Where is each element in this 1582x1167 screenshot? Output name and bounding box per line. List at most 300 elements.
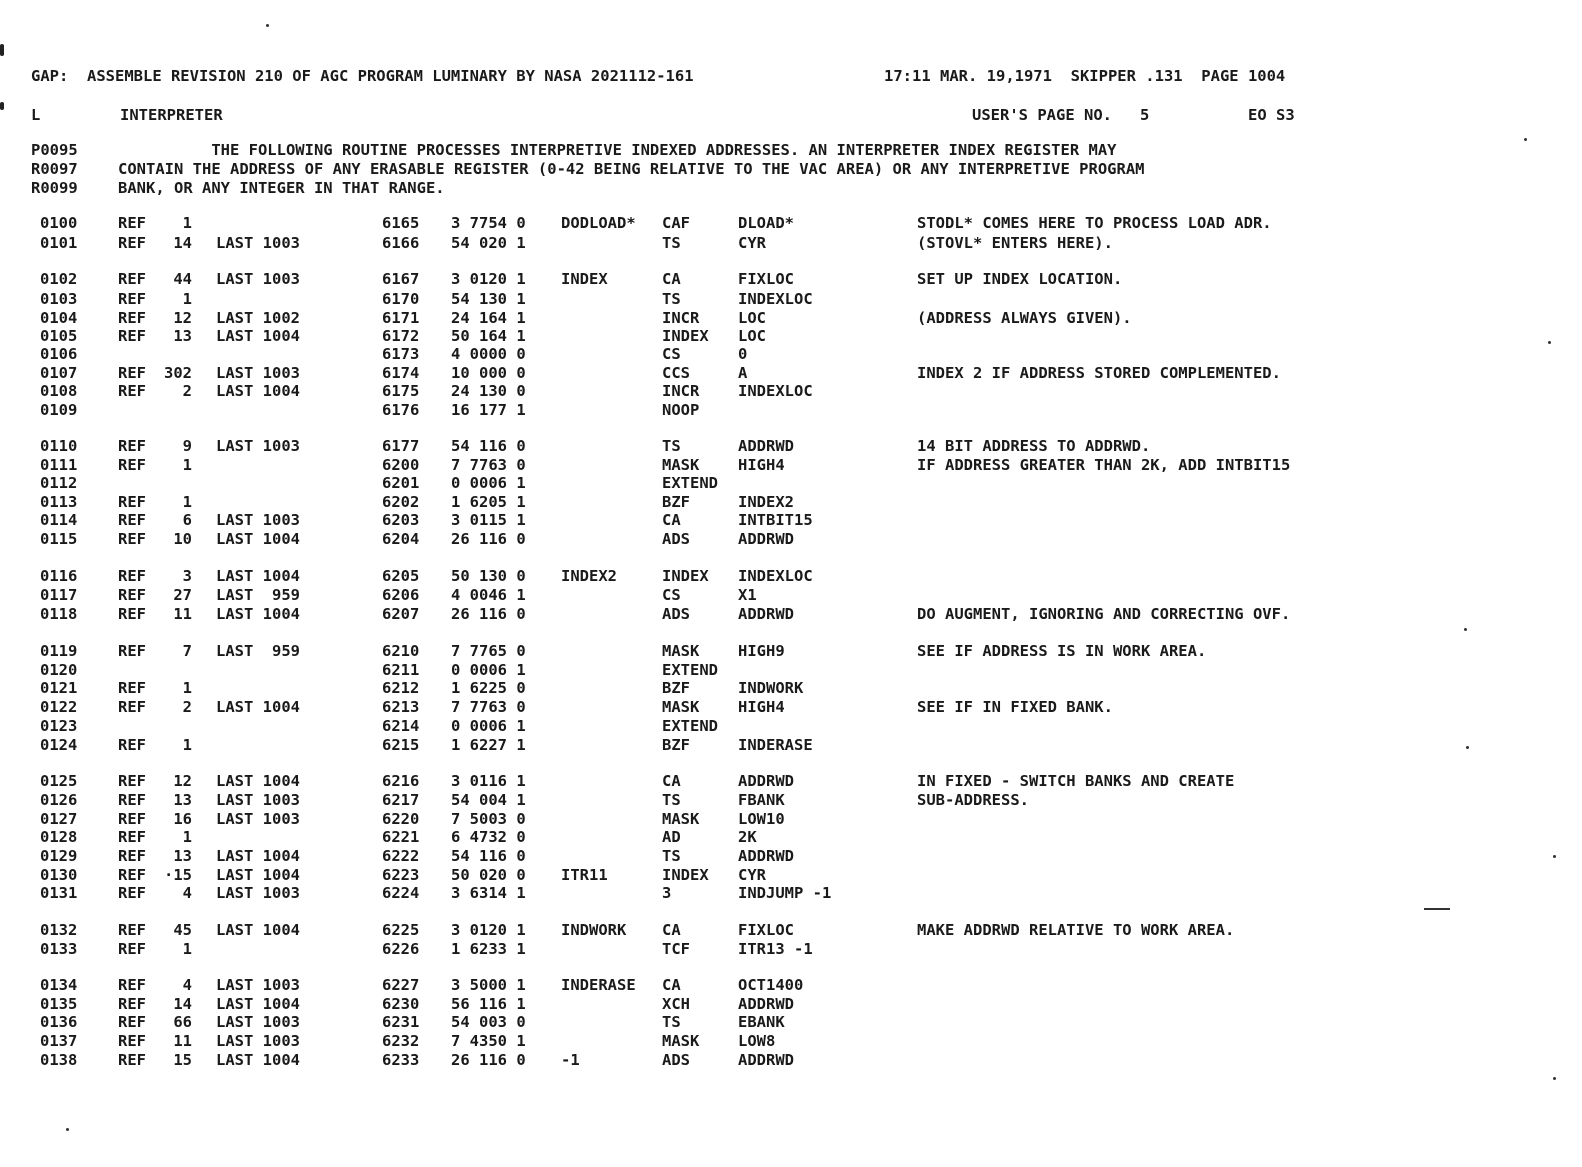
octal-code: 7 5003 0 bbox=[451, 810, 526, 828]
ref-count: 2 bbox=[182, 698, 192, 716]
ref-count: 302 bbox=[164, 364, 192, 382]
operand: CYR bbox=[738, 866, 766, 884]
opcode: EXTEND bbox=[662, 661, 718, 679]
ref-keyword: REF bbox=[118, 605, 146, 623]
opcode: ADS bbox=[662, 605, 690, 623]
location-address: 6170 bbox=[382, 290, 420, 308]
last-reference: LAST 1004 bbox=[216, 605, 300, 623]
scan-speck bbox=[1464, 628, 1467, 631]
last-reference: LAST 1003 bbox=[216, 791, 300, 809]
ref-count: 12 bbox=[173, 309, 192, 327]
line-number: 0111 bbox=[40, 456, 78, 474]
operand: CYR bbox=[738, 234, 766, 252]
ref-count: 1 bbox=[182, 940, 192, 958]
ref-count: 27 bbox=[173, 586, 192, 604]
line-number: 0138 bbox=[40, 1051, 78, 1069]
octal-code: 54 130 1 bbox=[451, 290, 526, 308]
location-address: 6177 bbox=[382, 437, 420, 455]
octal-code: 7 7763 0 bbox=[451, 456, 526, 474]
ref-keyword: REF bbox=[118, 736, 146, 754]
intro-line-id: P0095 bbox=[31, 141, 78, 159]
last-reference: LAST 1004 bbox=[216, 772, 300, 790]
line-number: 0132 bbox=[40, 921, 78, 939]
opcode: MASK bbox=[662, 456, 700, 474]
operand: INDERASE bbox=[738, 736, 813, 754]
listing-flag: L bbox=[31, 106, 41, 124]
opcode: CCS bbox=[662, 364, 690, 382]
ref-keyword: REF bbox=[118, 866, 146, 884]
line-number: 0103 bbox=[40, 290, 78, 308]
octal-code: 50 130 0 bbox=[451, 567, 526, 585]
octal-code: 7 7765 0 bbox=[451, 642, 526, 660]
ref-count: 13 bbox=[173, 327, 192, 345]
ref-count: 1 bbox=[182, 456, 192, 474]
operand: INTBIT15 bbox=[738, 511, 813, 529]
location-address: 6224 bbox=[382, 884, 420, 902]
operand: HIGH4 bbox=[738, 456, 785, 474]
ref-count: 44 bbox=[173, 270, 192, 288]
octal-code: 1 6205 1 bbox=[451, 493, 526, 511]
opcode: BZF bbox=[662, 679, 690, 697]
octal-code: 6 4732 0 bbox=[451, 828, 526, 846]
line-number: 0112 bbox=[40, 474, 78, 492]
octal-code: 26 116 0 bbox=[451, 1051, 526, 1069]
last-reference: LAST 1004 bbox=[216, 567, 300, 585]
ref-count: 11 bbox=[173, 605, 192, 623]
line-number: 0118 bbox=[40, 605, 78, 623]
ref-keyword: REF bbox=[118, 679, 146, 697]
last-reference: LAST 1004 bbox=[216, 995, 300, 1013]
octal-code: 24 130 0 bbox=[451, 382, 526, 400]
ref-keyword: REF bbox=[118, 940, 146, 958]
scan-speck bbox=[1466, 746, 1469, 749]
last-reference: LAST 1004 bbox=[216, 1051, 300, 1069]
opcode: INDEX bbox=[662, 327, 709, 345]
location-address: 6203 bbox=[382, 511, 420, 529]
operand: FBANK bbox=[738, 791, 785, 809]
opcode: BZF bbox=[662, 493, 690, 511]
line-number: 0126 bbox=[40, 791, 78, 809]
symbol-label: INDWORK bbox=[561, 921, 627, 939]
operand: INDEX2 bbox=[738, 493, 794, 511]
line-number: 0136 bbox=[40, 1013, 78, 1031]
section-title: INTERPRETER bbox=[120, 106, 223, 124]
ref-keyword: REF bbox=[118, 214, 146, 232]
octal-code: 4 0046 1 bbox=[451, 586, 526, 604]
last-reference: LAST 1003 bbox=[216, 810, 300, 828]
line-number: 0131 bbox=[40, 884, 78, 902]
operand: ADDRWD bbox=[738, 530, 794, 548]
last-reference: LAST 1003 bbox=[216, 976, 300, 994]
comment: 14 BIT ADDRESS TO ADDRWD. bbox=[917, 437, 1151, 455]
ref-count: ·15 bbox=[164, 866, 192, 884]
ref-count: 1 bbox=[182, 828, 192, 846]
location-address: 6200 bbox=[382, 456, 420, 474]
line-number: 0101 bbox=[40, 234, 78, 252]
comment: IF ADDRESS GREATER THAN 2K, ADD INTBIT15 bbox=[917, 456, 1291, 474]
operand: ADDRWD bbox=[738, 437, 794, 455]
ref-count: 45 bbox=[173, 921, 192, 939]
octal-code: 54 003 0 bbox=[451, 1013, 526, 1031]
last-reference: LAST 1003 bbox=[216, 234, 300, 252]
operand: ADDRWD bbox=[738, 1051, 794, 1069]
ref-keyword: REF bbox=[118, 493, 146, 511]
ref-keyword: REF bbox=[118, 270, 146, 288]
line-number: 0107 bbox=[40, 364, 78, 382]
ref-keyword: REF bbox=[118, 642, 146, 660]
comment: SEE IF ADDRESS IS IN WORK AREA. bbox=[917, 642, 1207, 660]
line-number: 0125 bbox=[40, 772, 78, 790]
ref-count: 14 bbox=[173, 234, 192, 252]
location-address: 6204 bbox=[382, 530, 420, 548]
opcode: 3 bbox=[662, 884, 672, 902]
operand: LOC bbox=[738, 309, 766, 327]
ref-count: 1 bbox=[182, 290, 192, 308]
ref-count: 11 bbox=[173, 1032, 192, 1050]
line-number: 0115 bbox=[40, 530, 78, 548]
opcode: CA bbox=[662, 921, 681, 939]
opcode: CA bbox=[662, 976, 681, 994]
operand: LOC bbox=[738, 327, 766, 345]
opcode: TS bbox=[662, 234, 681, 252]
octal-code: 1 6233 1 bbox=[451, 940, 526, 958]
line-number: 0100 bbox=[40, 214, 78, 232]
last-reference: LAST 1003 bbox=[216, 364, 300, 382]
octal-code: 0 0006 1 bbox=[451, 717, 526, 735]
symbol-label: ITR11 bbox=[561, 866, 608, 884]
octal-code: 4 0000 0 bbox=[451, 345, 526, 363]
last-reference: LAST 959 bbox=[216, 586, 300, 604]
operand: FIXLOC bbox=[738, 921, 794, 939]
last-reference: LAST 1004 bbox=[216, 530, 300, 548]
opcode: ADS bbox=[662, 530, 690, 548]
location-address: 6226 bbox=[382, 940, 420, 958]
last-reference: LAST 1004 bbox=[216, 382, 300, 400]
ref-keyword: REF bbox=[118, 1051, 146, 1069]
last-reference: LAST 1003 bbox=[216, 270, 300, 288]
line-number: 0116 bbox=[40, 567, 78, 585]
opcode: TS bbox=[662, 437, 681, 455]
last-reference: LAST 1003 bbox=[216, 1032, 300, 1050]
symbol-label: INDEX2 bbox=[561, 567, 617, 585]
octal-code: 3 0120 1 bbox=[451, 921, 526, 939]
scan-speck bbox=[1524, 138, 1527, 141]
ref-count: 66 bbox=[173, 1013, 192, 1031]
ref-keyword: REF bbox=[118, 530, 146, 548]
comment: (ADDRESS ALWAYS GIVEN). bbox=[917, 309, 1132, 327]
last-reference: LAST 1004 bbox=[216, 866, 300, 884]
ref-count: 1 bbox=[182, 679, 192, 697]
ref-keyword: REF bbox=[118, 976, 146, 994]
ref-count: 1 bbox=[182, 214, 192, 232]
opcode: MASK bbox=[662, 810, 700, 828]
opcode: TS bbox=[662, 791, 681, 809]
octal-code: 10 000 0 bbox=[451, 364, 526, 382]
operand: ADDRWD bbox=[738, 772, 794, 790]
octal-code: 24 164 1 bbox=[451, 309, 526, 327]
octal-code: 54 004 1 bbox=[451, 791, 526, 809]
ref-keyword: REF bbox=[118, 437, 146, 455]
ref-keyword: REF bbox=[118, 456, 146, 474]
operand: LOW8 bbox=[738, 1032, 776, 1050]
symbol-label: -1 bbox=[561, 1051, 580, 1069]
intro-line-text: BANK, OR ANY INTEGER IN THAT RANGE. bbox=[118, 179, 445, 197]
line-number: 0117 bbox=[40, 586, 78, 604]
octal-code: 7 7763 0 bbox=[451, 698, 526, 716]
location-address: 6205 bbox=[382, 567, 420, 585]
octal-code: 26 116 0 bbox=[451, 530, 526, 548]
ref-keyword: REF bbox=[118, 921, 146, 939]
ref-count: 2 bbox=[182, 382, 192, 400]
octal-code: 54 116 0 bbox=[451, 847, 526, 865]
location-address: 6221 bbox=[382, 828, 420, 846]
operand: 0 bbox=[738, 345, 748, 363]
ref-count: 14 bbox=[173, 995, 192, 1013]
ref-count: 16 bbox=[173, 810, 192, 828]
symbol-label: INDERASE bbox=[561, 976, 636, 994]
ref-keyword: REF bbox=[118, 309, 146, 327]
operand: EBANK bbox=[738, 1013, 785, 1031]
line-number: 0135 bbox=[40, 995, 78, 1013]
octal-code: 7 4350 1 bbox=[451, 1032, 526, 1050]
ref-keyword: REF bbox=[118, 234, 146, 252]
opcode: CA bbox=[662, 772, 681, 790]
ref-keyword: REF bbox=[118, 327, 146, 345]
location-address: 6201 bbox=[382, 474, 420, 492]
scan-edge-mark bbox=[0, 44, 4, 56]
line-number: 0113 bbox=[40, 493, 78, 511]
last-reference: LAST 1004 bbox=[216, 921, 300, 939]
ref-keyword: REF bbox=[118, 847, 146, 865]
opcode: XCH bbox=[662, 995, 690, 1013]
location-address: 6220 bbox=[382, 810, 420, 828]
octal-code: 3 0116 1 bbox=[451, 772, 526, 790]
last-reference: LAST 1004 bbox=[216, 698, 300, 716]
operand: INDEXLOC bbox=[738, 290, 813, 308]
location-address: 6212 bbox=[382, 679, 420, 697]
scan-speck bbox=[266, 24, 269, 27]
header-right: 17:11 MAR. 19,1971 SKIPPER .131 PAGE 1004 bbox=[884, 67, 1286, 85]
ref-keyword: REF bbox=[118, 364, 146, 382]
ref-count: 13 bbox=[173, 791, 192, 809]
octal-code: 3 0120 1 bbox=[451, 270, 526, 288]
location-address: 6211 bbox=[382, 661, 420, 679]
operand: ITR13 -1 bbox=[738, 940, 813, 958]
line-number: 0110 bbox=[40, 437, 78, 455]
operand: INDJUMP -1 bbox=[738, 884, 832, 902]
scan-speck bbox=[1548, 341, 1551, 344]
location-address: 6222 bbox=[382, 847, 420, 865]
opcode: EXTEND bbox=[662, 474, 718, 492]
line-number: 0130 bbox=[40, 866, 78, 884]
location-address: 6176 bbox=[382, 401, 420, 419]
octal-code: 50 164 1 bbox=[451, 327, 526, 345]
opcode: MASK bbox=[662, 698, 700, 716]
comment: DO AUGMENT, IGNORING AND CORRECTING OVF. bbox=[917, 605, 1291, 623]
ref-keyword: REF bbox=[118, 995, 146, 1013]
ref-count: 1 bbox=[182, 736, 192, 754]
line-number: 0114 bbox=[40, 511, 78, 529]
comment: INDEX 2 IF ADDRESS STORED COMPLEMENTED. bbox=[917, 364, 1281, 382]
location-address: 6172 bbox=[382, 327, 420, 345]
operand: X1 bbox=[738, 586, 757, 604]
opcode: EXTEND bbox=[662, 717, 718, 735]
ref-count: 7 bbox=[182, 642, 192, 660]
location-address: 6214 bbox=[382, 717, 420, 735]
comment: SEE IF IN FIXED BANK. bbox=[917, 698, 1113, 716]
opcode: CAF bbox=[662, 214, 690, 232]
opcode: TS bbox=[662, 290, 681, 308]
opcode: NOOP bbox=[662, 401, 700, 419]
opcode: ADS bbox=[662, 1051, 690, 1069]
line-number: 0129 bbox=[40, 847, 78, 865]
octal-code: 1 6227 1 bbox=[451, 736, 526, 754]
operand: INDWORK bbox=[738, 679, 804, 697]
octal-code: 0 0006 1 bbox=[451, 474, 526, 492]
opcode: INCR bbox=[662, 309, 700, 327]
comment: MAKE ADDRWD RELATIVE TO WORK AREA. bbox=[917, 921, 1235, 939]
location-address: 6215 bbox=[382, 736, 420, 754]
ref-count: 1 bbox=[182, 493, 192, 511]
octal-code: 1 6225 0 bbox=[451, 679, 526, 697]
operand: 2K bbox=[738, 828, 757, 846]
ref-keyword: REF bbox=[118, 382, 146, 400]
octal-code: 0 0006 1 bbox=[451, 661, 526, 679]
scan-speck bbox=[1553, 1077, 1556, 1080]
location-address: 6167 bbox=[382, 270, 420, 288]
location-address: 6231 bbox=[382, 1013, 420, 1031]
ref-count: 13 bbox=[173, 847, 192, 865]
eo-designator: EO S3 bbox=[1248, 106, 1295, 124]
location-address: 6207 bbox=[382, 605, 420, 623]
line-number: 0123 bbox=[40, 717, 78, 735]
operand: ADDRWD bbox=[738, 995, 794, 1013]
line-number: 0109 bbox=[40, 401, 78, 419]
location-address: 6225 bbox=[382, 921, 420, 939]
line-number: 0120 bbox=[40, 661, 78, 679]
last-reference: LAST 1003 bbox=[216, 1013, 300, 1031]
location-address: 6216 bbox=[382, 772, 420, 790]
scan-dash bbox=[1424, 908, 1450, 910]
ref-count: 15 bbox=[173, 1051, 192, 1069]
symbol-label: INDEX bbox=[561, 270, 608, 288]
last-reference: LAST 1002 bbox=[216, 309, 300, 327]
scan-speck bbox=[66, 1128, 69, 1131]
line-number: 0134 bbox=[40, 976, 78, 994]
symbol-label: DODLOAD* bbox=[561, 214, 636, 232]
line-number: 0105 bbox=[40, 327, 78, 345]
ref-keyword: REF bbox=[118, 772, 146, 790]
line-number: 0127 bbox=[40, 810, 78, 828]
ref-keyword: REF bbox=[118, 791, 146, 809]
location-address: 6210 bbox=[382, 642, 420, 660]
last-reference: LAST 1004 bbox=[216, 847, 300, 865]
octal-code: 3 5000 1 bbox=[451, 976, 526, 994]
operand: INDEXLOC bbox=[738, 382, 813, 400]
last-reference: LAST 1003 bbox=[216, 511, 300, 529]
octal-code: 54 116 0 bbox=[451, 437, 526, 455]
operand: OCT1400 bbox=[738, 976, 804, 994]
last-reference: LAST 1003 bbox=[216, 437, 300, 455]
location-address: 6175 bbox=[382, 382, 420, 400]
comment: IN FIXED - SWITCH BANKS AND CREATE bbox=[917, 772, 1235, 790]
user-page-number: USER'S PAGE NO. 5 bbox=[972, 106, 1150, 124]
location-address: 6174 bbox=[382, 364, 420, 382]
ref-count: 12 bbox=[173, 772, 192, 790]
opcode: MASK bbox=[662, 1032, 700, 1050]
opcode: MASK bbox=[662, 642, 700, 660]
ref-count: 10 bbox=[173, 530, 192, 548]
octal-code: 16 177 1 bbox=[451, 401, 526, 419]
ref-keyword: REF bbox=[118, 884, 146, 902]
ref-keyword: REF bbox=[118, 511, 146, 529]
ref-count: 6 bbox=[182, 511, 192, 529]
line-number: 0122 bbox=[40, 698, 78, 716]
ref-keyword: REF bbox=[118, 567, 146, 585]
line-number: 0137 bbox=[40, 1032, 78, 1050]
location-address: 6173 bbox=[382, 345, 420, 363]
line-number: 0104 bbox=[40, 309, 78, 327]
scan-edge-mark bbox=[0, 102, 4, 110]
comment: SET UP INDEX LOCATION. bbox=[917, 270, 1123, 288]
ref-keyword: REF bbox=[118, 1032, 146, 1050]
location-address: 6166 bbox=[382, 234, 420, 252]
ref-count: 3 bbox=[182, 567, 192, 585]
intro-line-text: THE FOLLOWING ROUTINE PROCESSES INTERPRETIVE INDEXED ADDRESSES. AN INTERPRETER INDEX REGISTER MAY bbox=[118, 141, 1117, 159]
ref-keyword: REF bbox=[118, 290, 146, 308]
operand: INDEXLOC bbox=[738, 567, 813, 585]
ref-keyword: REF bbox=[118, 810, 146, 828]
opcode: CS bbox=[662, 586, 681, 604]
opcode: TS bbox=[662, 847, 681, 865]
opcode: INDEX bbox=[662, 567, 709, 585]
opcode: TS bbox=[662, 1013, 681, 1031]
line-number: 0128 bbox=[40, 828, 78, 846]
opcode: AD bbox=[662, 828, 681, 846]
octal-code: 3 7754 0 bbox=[451, 214, 526, 232]
operand: ADDRWD bbox=[738, 605, 794, 623]
scan-speck bbox=[1553, 855, 1556, 858]
octal-code: 54 020 1 bbox=[451, 234, 526, 252]
comment: SUB-ADDRESS. bbox=[917, 791, 1029, 809]
ref-count: 4 bbox=[182, 884, 192, 902]
location-address: 6223 bbox=[382, 866, 420, 884]
location-address: 6165 bbox=[382, 214, 420, 232]
line-number: 0106 bbox=[40, 345, 78, 363]
opcode: CA bbox=[662, 511, 681, 529]
comment: (STOVL* ENTERS HERE). bbox=[917, 234, 1113, 252]
intro-line-id: R0097 bbox=[31, 160, 78, 178]
operand: A bbox=[738, 364, 748, 382]
opcode: INDEX bbox=[662, 866, 709, 884]
octal-code: 56 116 1 bbox=[451, 995, 526, 1013]
ref-count: 4 bbox=[182, 976, 192, 994]
last-reference: LAST 959 bbox=[216, 642, 300, 660]
operand: DLOAD* bbox=[738, 214, 794, 232]
location-address: 6213 bbox=[382, 698, 420, 716]
location-address: 6227 bbox=[382, 976, 420, 994]
operand: HIGH9 bbox=[738, 642, 785, 660]
line-number: 0119 bbox=[40, 642, 78, 660]
opcode: TCF bbox=[662, 940, 690, 958]
location-address: 6230 bbox=[382, 995, 420, 1013]
line-number: 0121 bbox=[40, 679, 78, 697]
location-address: 6233 bbox=[382, 1051, 420, 1069]
operand: HIGH4 bbox=[738, 698, 785, 716]
operand: ADDRWD bbox=[738, 847, 794, 865]
intro-line-id: R0099 bbox=[31, 179, 78, 197]
location-address: 6202 bbox=[382, 493, 420, 511]
